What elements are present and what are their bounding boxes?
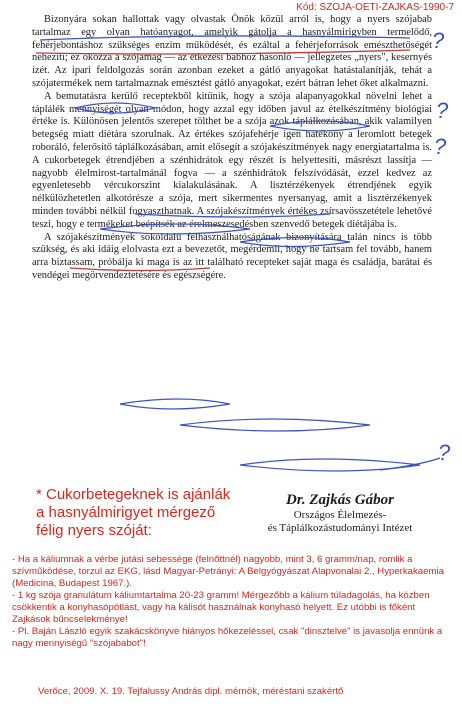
handwritten-question-mark-1: ? (432, 28, 445, 53)
author-institute-line-1: Országos Élelmezés- (293, 509, 387, 521)
red-comments-list (12, 554, 452, 650)
comment-item: - Ha a káliumnak a vérbe jutási sebessége (felnőttnél) nagyobb, mint 3, 6 gramm/nap, romlik a szívműködése, torzul az EKG, lásd Magyar-Petrányi: A Belgyógyászat Alapvonalai 2., Hyperkakaemia (Medicina, Budapest 1967.). (12, 554, 444, 589)
author-block (240, 492, 440, 535)
red-warning-note: * Cukorbetegeknek is ajánlák a hasnyálmirigyet mérgező félig nyers szóját: (36, 486, 231, 539)
pen-line-to-margin (380, 458, 440, 470)
article-text (32, 14, 432, 283)
article-paragraph-2: A bemutatásra kerülő receptekből kitűnik, hogy a szója alapanyagokkal növelni lehet a táplálék mennyiségét olyan módon, hogy azzal egy időben javul az ételkészítmény biológiai értéke is. Különösen jelentős szerepet tölthet be a szója azok táplálkozásában, akik valamilyen betegség miatt diétára szorulnak. Az értékes szójafehérje igen hatékony a leromlott betegek roboráló, felerősítő táplálkozásában, amit elősegít a szójakészítmények nagy energiatartalma is. A cukorbetegek étrendjében a szénhidrátok egy részét is helyettesíti, másrészt lassítja — nagyobb élelmirost-tartalmánál fogva — a szénhidrátok felszívódását, ezzel kedvez az egyenletesebb vércukorszint kialakulásának. A lisztérzékenyek étrendjének egyik nélkülözhetetlen alkotórésze a szója, mert sikermentes nyersanyag, amit a lisztérzékenyek minden további nélkül fogyaszthatnak. A szójakészítmények értékes zsírsavösszetétele lehetővé teszi, hogy e termékeket beépítsék az érelmeszesedésben szenvedő betegek diétájába is. (32, 90, 432, 230)
pen-ellipse-7 (240, 459, 420, 471)
author-name: Dr. Zajkás Gábor (286, 492, 394, 508)
handwritten-question-mark-3: ? (434, 134, 447, 159)
pen-ellipse-6 (180, 419, 370, 431)
footer-signature: Verőce, 2009. X. 19. Tejfalussy András dipl. mérnök, méréstani szakértő (38, 686, 344, 697)
pen-ellipse-5 (120, 399, 230, 409)
document-code-label: Kód: SZOJA-OETI-ZAJKAS-1990-7 (296, 2, 454, 13)
comment-item: - Pl. Baján László egyik szakácskönyve hiányos hőkezeléssel, csak "dinsztelve" is javasolja ennünk a nagy mennyiségű "szójababot"! (12, 626, 443, 649)
author-institute-line-2: és Táplálkozástudományi Intézet (267, 522, 413, 534)
handwritten-question-mark-4: ? (438, 440, 451, 465)
handwritten-question-mark-2: ? (436, 98, 449, 123)
article-paragraph-1: Bizonyára sokan hallottak vagy olvastak Önök közül arról is, hogy a nyers szójabab tartalmaz egy olyan hatóanyagot, amelyik gátolja a hasnyálmirigyben termelődő, fehérjebontáshoz szükséges enzim működését, és ezáltal a fehérjeforrások emészthetőségét nehezíti; ez okozza a szójamag — az étkezési babhoz hasonló — jellegzetes „nyers", kesernyés ízét. Az ipari feldolgozás során azonban ezeket a gátló anyagokat hatástalanítják, tehát a szójatermékek nem tartalmaznak emésztést gátló anyagokat, ezért bátran lehet őket alkalmazni. (32, 14, 432, 89)
comment-item: - 1 kg szója granulátum káliumtartalma 20-23 gramm! Mérgezőbb a kálium túladagolás, ha közben csökkentik a konyhasópótlást, vagy ha kálisót használnak konyhasó helyett. Ez utóbbi is főként Zajkások bűncselekménye! (12, 590, 430, 625)
article-paragraph-3: A szójakészítmények sokoldalú felhasználhatóságának bizonyítására talán nincs is több szükség, és aki idáig elolvasta ezt a bevezetőt, megérdemli, hogy ne tartsam fel tovább, hanem arra biztassam, próbálja ki maga is az itt található recepteket saját maga és családja, barátai és vendégei megörvendeztetésére és egészségére. (32, 231, 432, 281)
